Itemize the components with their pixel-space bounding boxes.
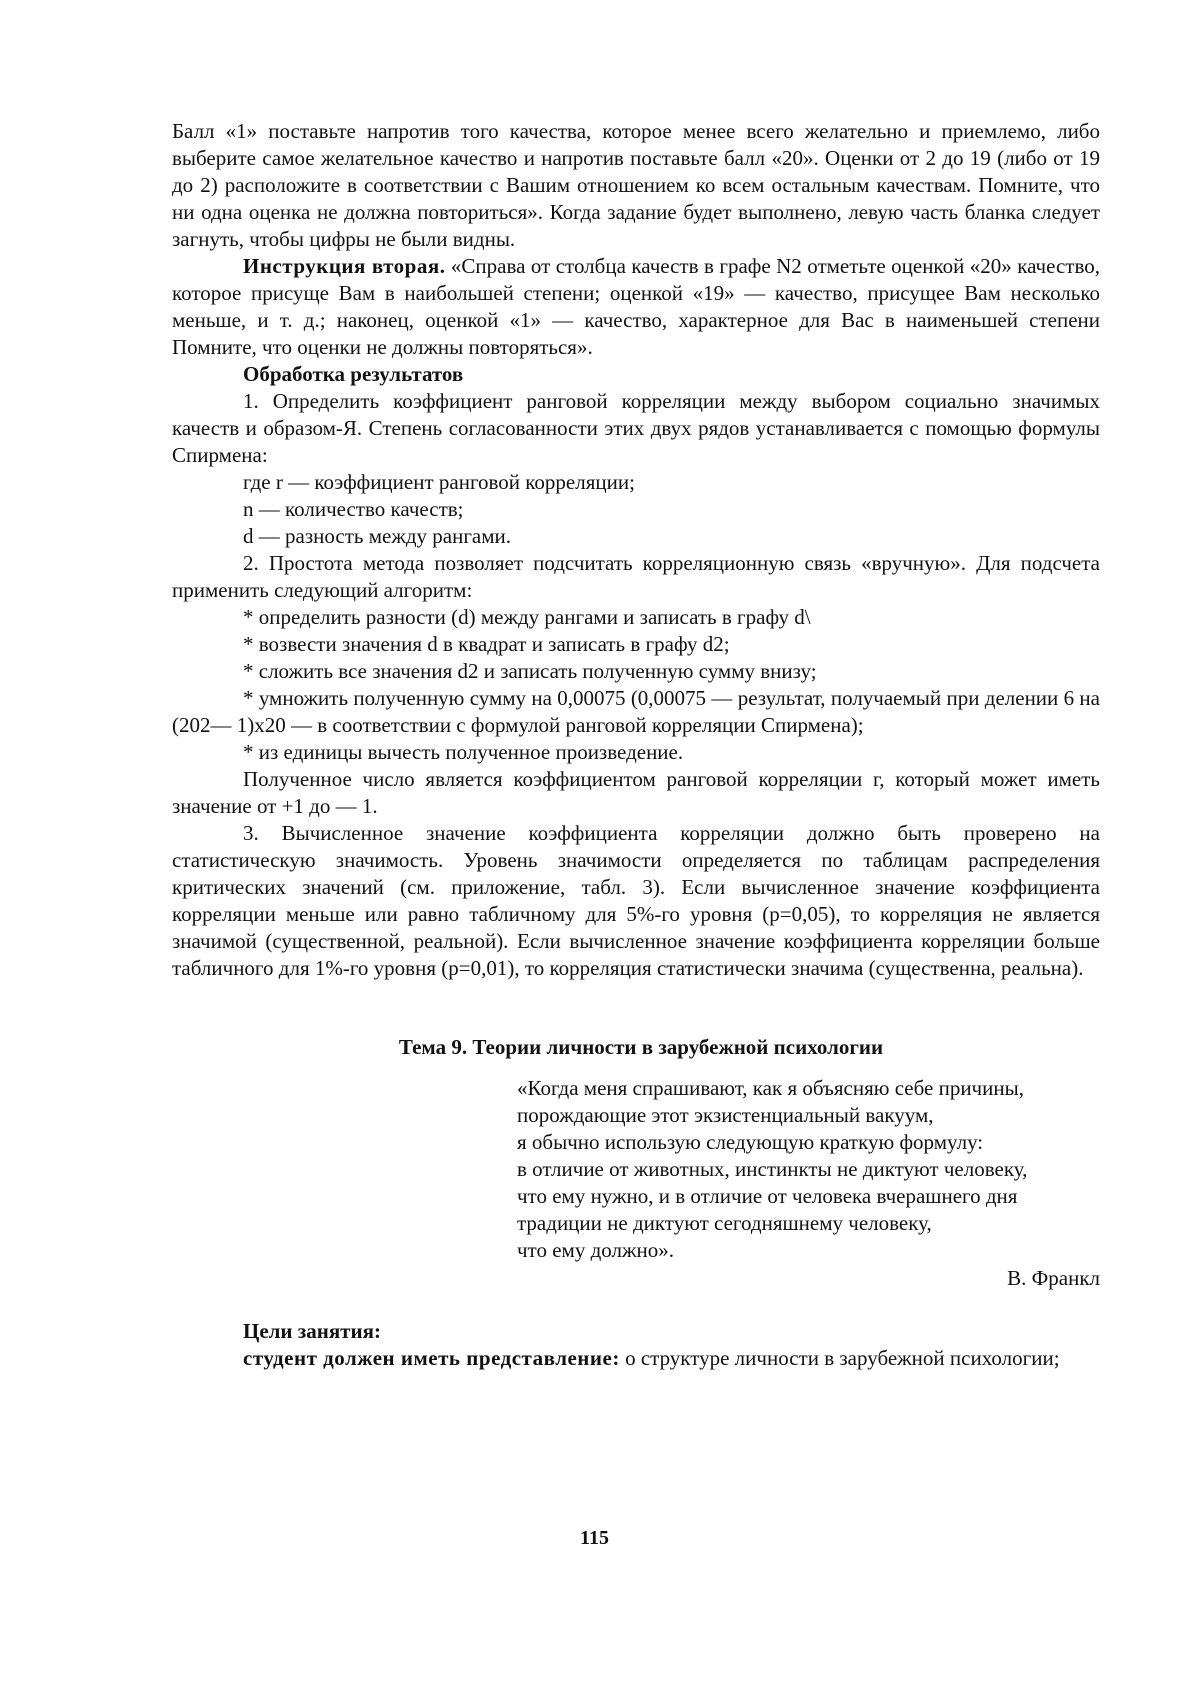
instruction-two-text: «Справа от столбца качеств в графе N2 отметьте оценкой «20» качество, которое присуще Вам в наибольшей степени; оценкой «19» — качество, присущее Вам несколько меньше, и т. д.; наконец, оценкой «1» — качество, характерное для Вас в наименьшей степени Помните, что оценки не должны повторяться». [172, 254, 1100, 359]
epigraph-line: что ему нужно, и в отличие от человека вчерашнего дня [517, 1184, 1018, 1208]
goals-text: о структуре личности в зарубежной психологии; [619, 1346, 1060, 1370]
epigraph-line: «Когда меня спрашивают, как я объясняю себе причины, [517, 1076, 1024, 1100]
page-number: 115 [580, 1527, 609, 1549]
definition-r: где r — коэффициент ранговой корреляции; [243, 470, 635, 494]
step-two: 2. Простота метода позволяет подсчитать корреляционную связь «вручную». Для подсчета применить следующий алгоритм: [172, 551, 1100, 602]
instruction-two-heading: Инструкция вторая. [243, 254, 446, 278]
goals-paragraph [172, 1345, 1100, 1372]
epigraph-line: я обычно использую следующую краткую формулу: [517, 1130, 984, 1154]
definition-n: n — количество качеств; [243, 497, 464, 521]
goals-heading: Цели занятия: [243, 1319, 381, 1343]
goals-lead: студент должен иметь представление: [243, 1346, 620, 1370]
algorithm-step: * определить разности (d) между рангами и записать в графу d\ [243, 605, 811, 629]
paragraph-instruction-two [172, 253, 1100, 361]
topic-title: Тема 9. Теории личности в зарубежной психологии [398, 1035, 884, 1059]
algorithm-step: * сложить все значения d2 и записать полученную сумму внизу; [243, 659, 817, 683]
epigraph-line: в отличие от животных, инстинкты не диктуют человеку, [517, 1157, 1028, 1181]
step-one: 1. Определить коэффициент ранговой корреляции между выбором социально значимых качеств и образом-Я. Степень согласованности этих двух рядов устанавливается с помощью формулы Спирмена: [172, 389, 1100, 467]
document-page [172, 118, 1100, 1372]
epigraph-line: порождающие этот экзистенциальный вакуум, [517, 1103, 934, 1127]
epigraph [517, 1075, 1100, 1264]
epigraph-author: В. Франкл [1007, 1266, 1100, 1290]
epigraph-line: традиции не диктуют сегодняшнему человеку, [517, 1211, 932, 1235]
epigraph-line: что ему должно». [517, 1238, 674, 1262]
algorithm-step: * умножить полученную сумму на 0,00075 (0,00075 — результат, получаемый при делении 6 на (202— 1)х20 — в соответствии с формулой ранговой корреляции Спирмена); [172, 686, 1100, 737]
processing-heading: Обработка результатов [243, 362, 464, 386]
definition-d: d — разность между рангами. [243, 524, 512, 548]
algorithm-step: * возвести значения d в квадрат и записать в графу d2; [243, 632, 730, 656]
step-three: 3. Вычисленное значение коэффициента корреляции должно быть проверено на статистическую значимость. Уровень значимости определяется по таблицам распределения критических значений (см. приложение, табл. 3). Если вычисленное значение коэффициента корреляции меньше или равно табличному для 5%-го уровня (р=0,05), то корреляция не является значимой (существенной, реальной). Если вычисленное значение коэффициента корреляции больше табличного для 1%-го уровня (р=0,01), то корреляция статистически значима (существенна, реальна). [172, 821, 1100, 980]
paragraph-instruction-end: Балл «1» поставьте напротив того качества, которое менее всего желательно и приемлемо, либо выберите самое желательное качество и напротив поставьте балл «20». Оценки от 2 до 19 (либо от 19 до 2) расположите в соответствии с Вашим отношением ко всем остальным качествам. Помните, что ни одна оценка не должна повториться». Когда задание будет выполнено, левую часть бланка следует загнуть, чтобы цифры не были видны. [172, 119, 1100, 251]
result-paragraph: Полученное число является коэффициентом ранговой корреляции г, который может иметь значение от +1 до — 1. [172, 767, 1100, 818]
algorithm-step: * из единицы вычесть полученное произведение. [243, 740, 684, 764]
